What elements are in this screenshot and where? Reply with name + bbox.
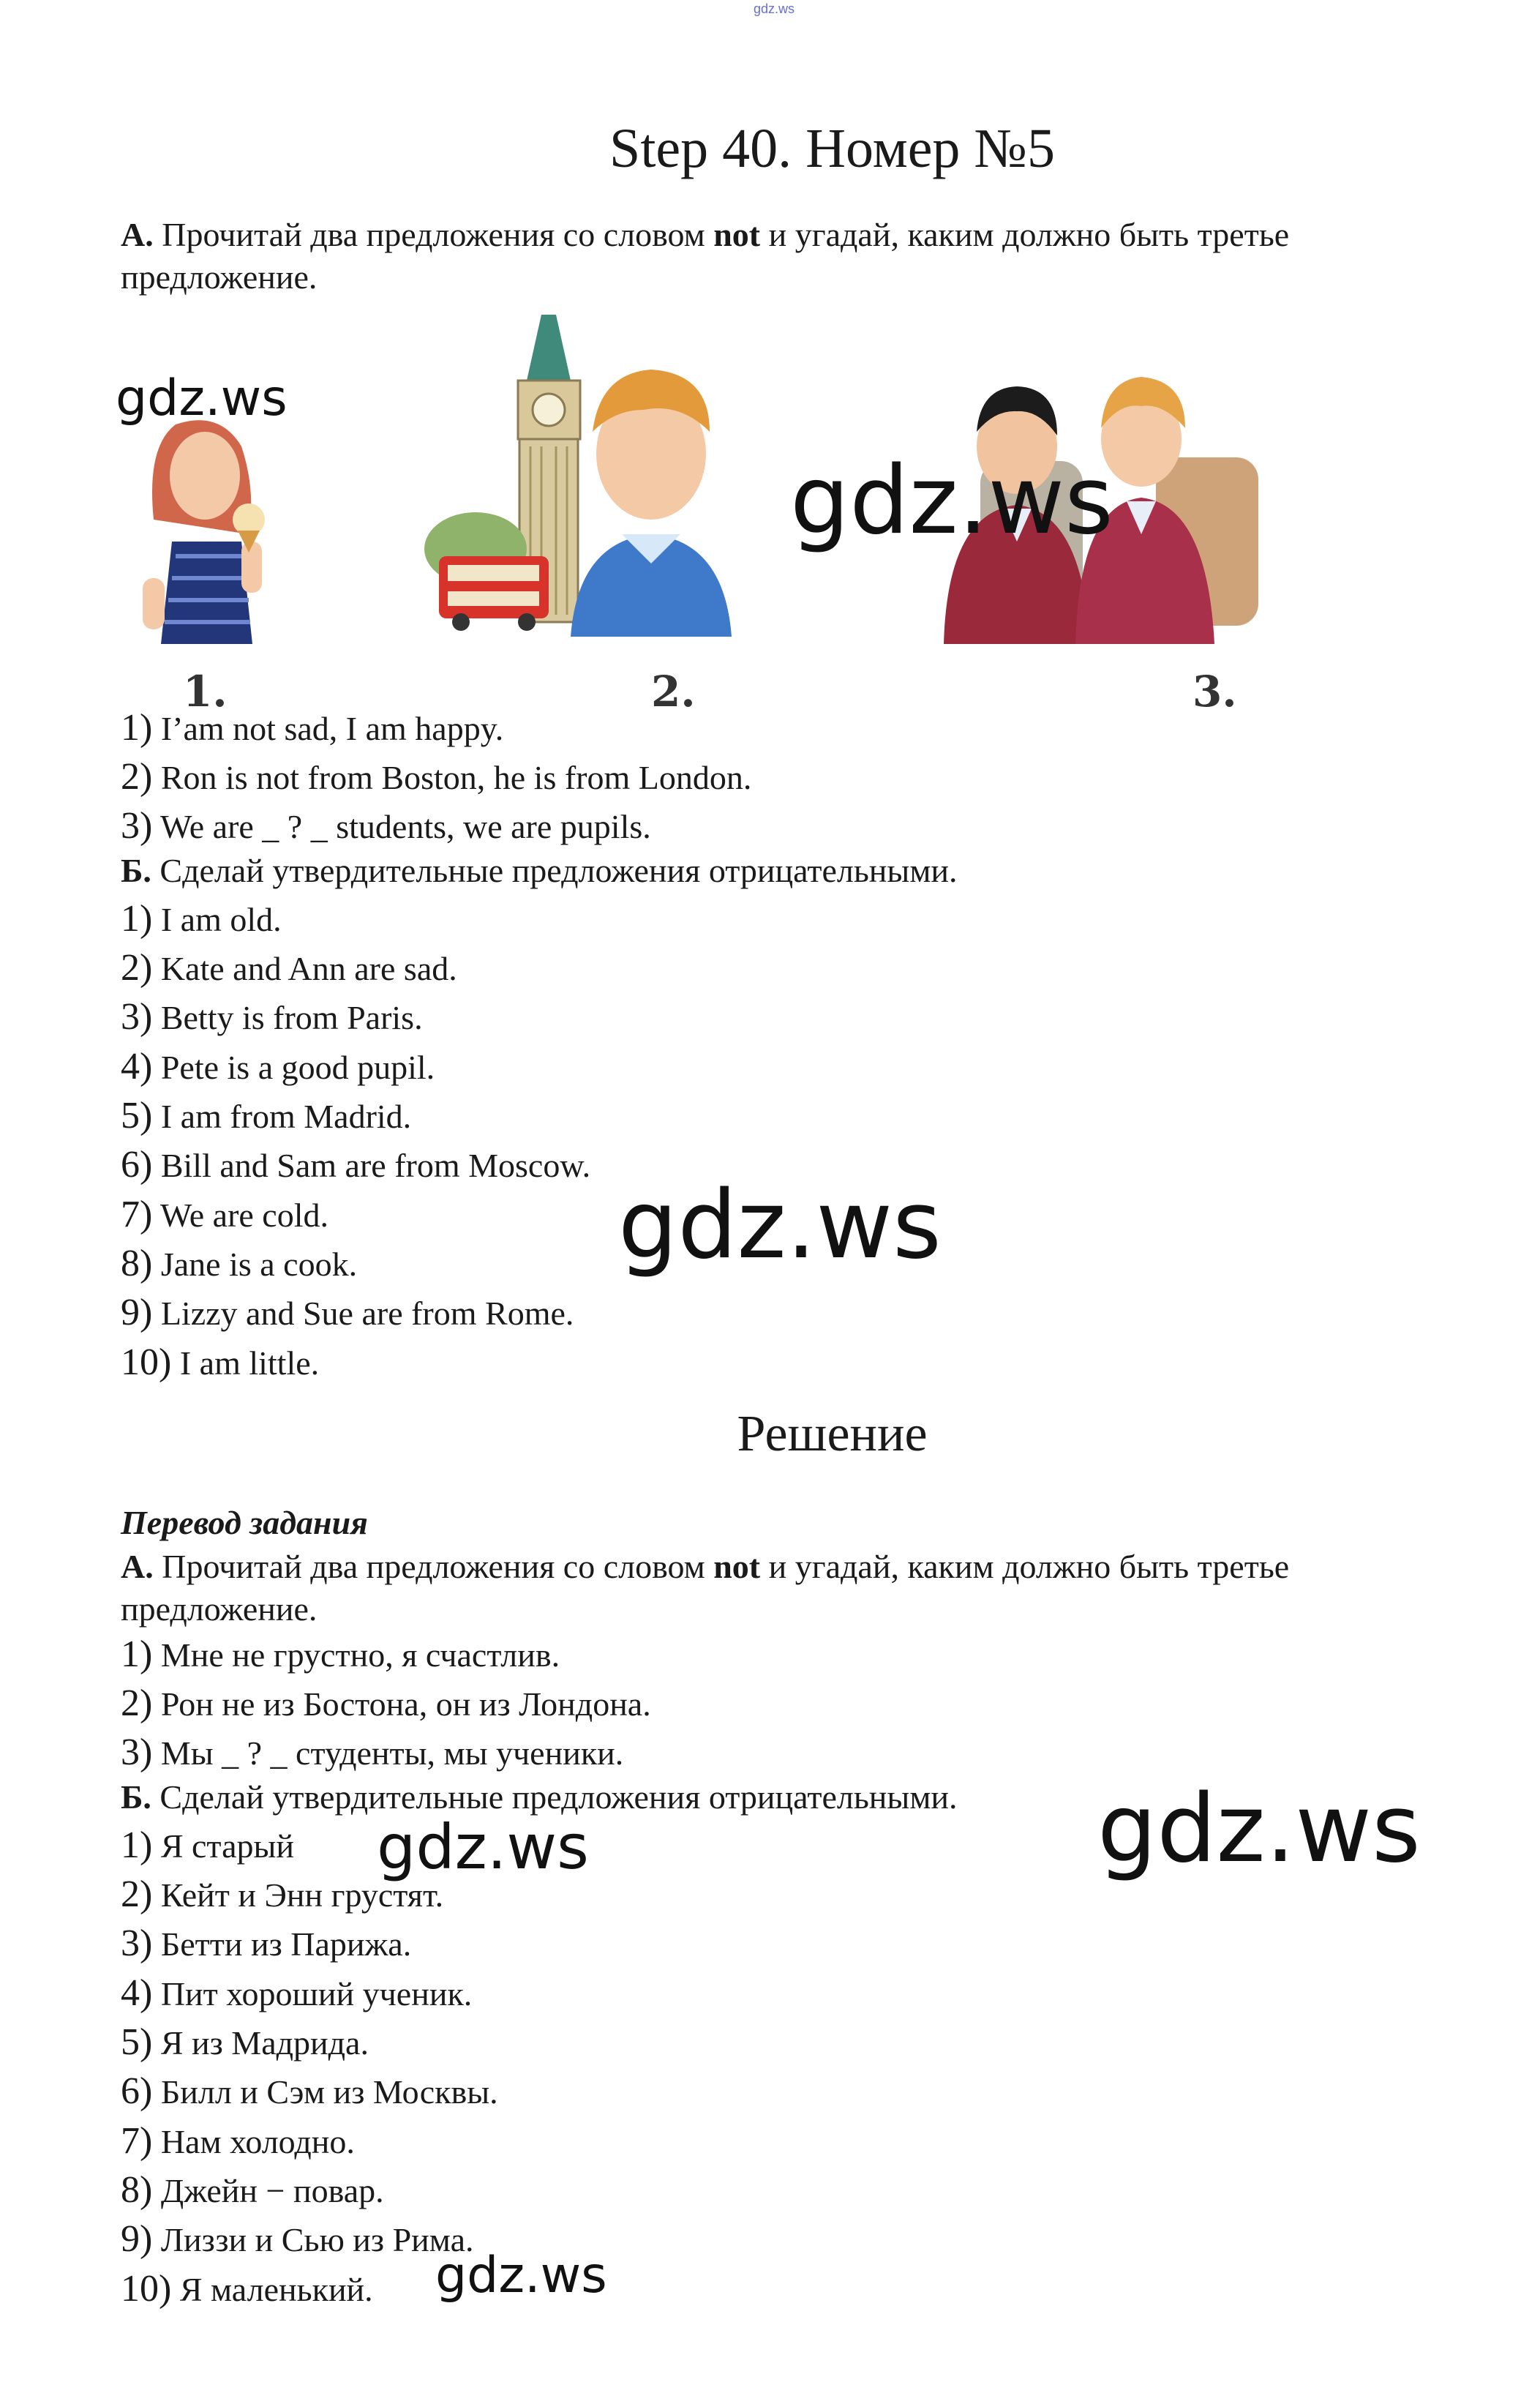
list-item: 4) Pete is a good pupil. bbox=[121, 1046, 435, 1087]
page-title: Step 40. Номер №5 bbox=[609, 118, 1055, 179]
list-item: 7) We are cold. bbox=[121, 1194, 328, 1235]
solution-title: Решение bbox=[737, 1406, 928, 1462]
list-item: 8) Jane is a cook. bbox=[121, 1243, 358, 1284]
list-item: 3) Бетти из Парижа. bbox=[121, 1922, 412, 1964]
list-item: 1) Мне не грустно, я счастлив. bbox=[121, 1633, 560, 1675]
list-item: 10) Я маленький. bbox=[121, 2268, 373, 2310]
illustration bbox=[132, 300, 1390, 732]
list-item: 2) Кейт и Энн грустят. bbox=[121, 1873, 444, 1915]
watermark-text: gdz.ws bbox=[1097, 1775, 1421, 1884]
translation-heading: Перевод задания bbox=[121, 1504, 368, 1541]
list-item: 2) Kate and Ann are sad. bbox=[121, 947, 457, 989]
list-item: 1) I’am not sad, I am happy. bbox=[121, 707, 504, 749]
list-item: 6) Билл и Сэм из Москвы. bbox=[121, 2070, 498, 2112]
task-a-text-1: Прочитай два предложения со словом bbox=[153, 216, 714, 253]
list-item: 8) Джейн − повар. bbox=[121, 2169, 384, 2211]
watermark-text: gdz.ws bbox=[116, 370, 288, 427]
task-a-instruction-repeat: А. Прочитай два предложения со словом not и угадай, каким должно быть третье предложение. bbox=[121, 1548, 1290, 1628]
list-item: 5) I am from Madrid. bbox=[121, 1095, 412, 1137]
task-a-instruction bbox=[121, 214, 1438, 299]
illustration-label-2: 2. bbox=[651, 667, 696, 716]
task-a-letter: А. bbox=[121, 216, 154, 253]
watermark-text: gdz.ws bbox=[618, 1171, 942, 1280]
list-item: 3) Мы _ ? _ студенты, мы ученики. bbox=[121, 1731, 624, 1773]
list-item: 1) Я старый bbox=[121, 1824, 295, 1866]
big-ben-boy-figure bbox=[424, 315, 732, 637]
list-item: 7) Нам холодно. bbox=[121, 2120, 355, 2162]
list-item: 3) Betty is from Paris. bbox=[121, 996, 423, 1038]
list-item: 2) Рон не из Бостона, он из Лондона. bbox=[121, 1682, 651, 1724]
watermark-text: gdz.ws bbox=[377, 1811, 589, 1883]
task-b-instruction: Б. Сделай утвердительные предложения отрицательными. bbox=[121, 852, 958, 889]
illustration-label-1: 1. bbox=[183, 667, 228, 716]
task-a-text-2: и угадай, каким должно быть третье предложение. bbox=[121, 216, 1290, 296]
watermark-text: gdz.ws bbox=[790, 446, 1113, 555]
list-item: 1) I am old. bbox=[121, 898, 282, 940]
list-item: 6) Bill and Sam are from Moscow. bbox=[121, 1144, 591, 1186]
list-item: 3) We are _ ? _ students, we are pupils. bbox=[121, 805, 651, 847]
task-a-keyword: not bbox=[713, 216, 761, 253]
watermark-text: gdz.ws bbox=[435, 2247, 607, 2304]
list-item: 10) I am little. bbox=[121, 1341, 320, 1383]
list-item: 2) Ron is not from Boston, he is from London. bbox=[121, 756, 752, 798]
top-watermark: gdz.ws bbox=[754, 1, 795, 16]
list-item: 4) Пит хороший ученик. bbox=[121, 1972, 473, 2014]
list-item: 9) Лиззи и Сью из Рима. bbox=[121, 2218, 474, 2260]
task-b-letter: Б. bbox=[121, 852, 151, 889]
list-item: 5) Я из Мадрида. bbox=[121, 2021, 369, 2063]
girl-ice-cream-figure bbox=[143, 420, 265, 644]
task-b-instruction-repeat: Б. Сделай утвердительные предложения отрицательными. bbox=[121, 1778, 958, 1816]
illustration-label-3: 3. bbox=[1192, 667, 1237, 716]
list-item: 9) Lizzy and Sue are from Rome. bbox=[121, 1292, 574, 1333]
